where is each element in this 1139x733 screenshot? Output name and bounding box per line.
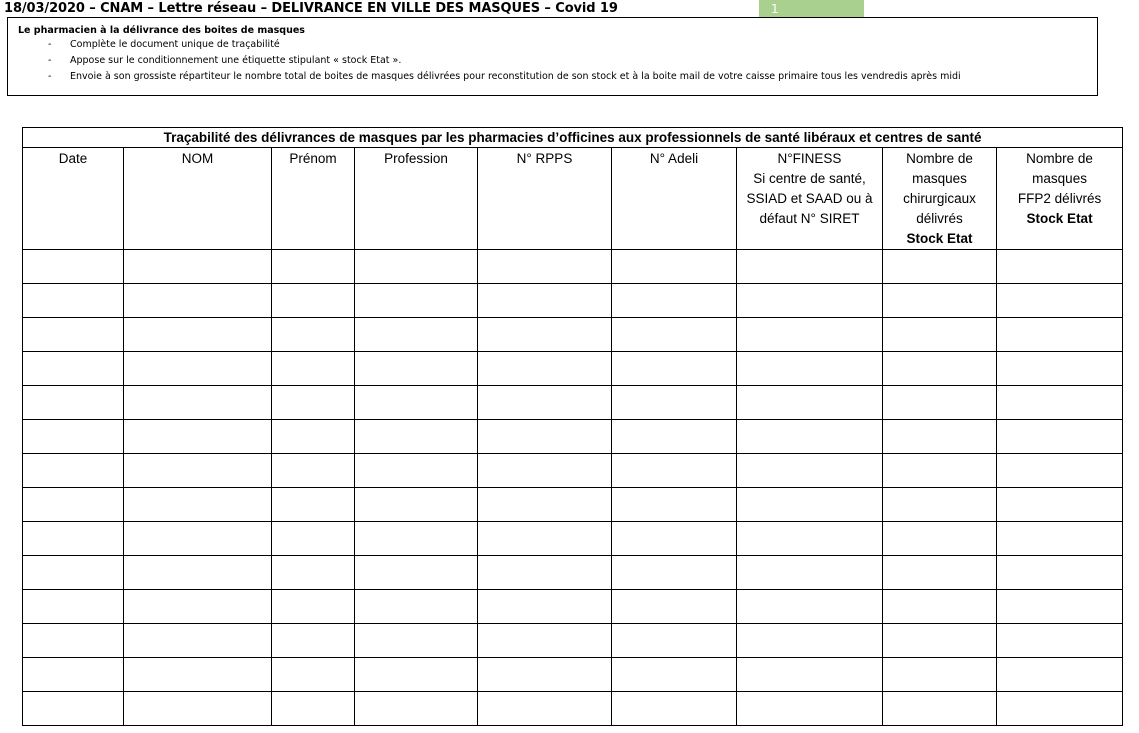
table-cell-rpps[interactable] (478, 454, 612, 488)
table-cell-finess[interactable] (737, 590, 883, 624)
table-cell-finess[interactable] (737, 522, 883, 556)
table-cell-profession[interactable] (355, 488, 478, 522)
table-cell-adeli[interactable] (612, 284, 737, 318)
table-row (23, 454, 1123, 488)
table-cell-finess[interactable] (737, 556, 883, 590)
table-cell-ffp2[interactable] (997, 692, 1123, 726)
table-cell-nom[interactable] (124, 658, 272, 692)
ffp2-stock-etat: Stock Etat (1026, 211, 1093, 226)
table-cell-ffp2[interactable] (997, 318, 1123, 352)
table-cell-chirurgicaux[interactable] (883, 590, 997, 624)
table-cell-nom[interactable] (124, 318, 272, 352)
finess-header-line: SSIAD et SAAD ou à (746, 191, 873, 206)
table-cell-ffp2[interactable] (997, 488, 1123, 522)
chirurgicaux-header-line: masques (912, 171, 967, 186)
table-cell-profession[interactable] (355, 556, 478, 590)
table-cell-finess[interactable] (737, 488, 883, 522)
table-cell-nom[interactable] (124, 522, 272, 556)
table-cell-nom[interactable] (124, 352, 272, 386)
table-cell-chirurgicaux[interactable] (883, 658, 997, 692)
chirurgicaux-header-line: délivrés (916, 211, 963, 226)
table-cell-date[interactable] (23, 250, 124, 284)
table-cell-ffp2[interactable] (997, 386, 1123, 420)
traceability-table (22, 127, 1123, 726)
table-cell-ffp2[interactable] (997, 352, 1123, 386)
table-cell-chirurgicaux[interactable] (883, 318, 997, 352)
bullet-dash: - (48, 71, 52, 82)
table-cell-nom[interactable] (124, 250, 272, 284)
bullet-dash: - (48, 55, 52, 66)
table-cell-chirurgicaux[interactable] (883, 250, 997, 284)
table-cell-ffp2[interactable] (997, 590, 1123, 624)
ffp2-header-line: masques (1032, 171, 1087, 186)
table-cell-finess[interactable] (737, 420, 883, 454)
table-cell-nom[interactable] (124, 556, 272, 590)
table-cell-finess[interactable] (737, 318, 883, 352)
table-cell-rpps[interactable] (478, 522, 612, 556)
table-cell-adeli[interactable] (612, 250, 737, 284)
table-row (23, 658, 1123, 692)
table-row (23, 488, 1123, 522)
table-cell-ffp2[interactable] (997, 420, 1123, 454)
table-row (23, 624, 1123, 658)
table-cell-chirurgicaux[interactable] (883, 386, 997, 420)
column-header-finess (737, 148, 883, 250)
table-row (23, 386, 1123, 420)
table-row (23, 522, 1123, 556)
table-cell-date[interactable] (23, 692, 124, 726)
instruction-text: Appose sur le conditionnement une étiquette stipulant « stock Etat ». (70, 55, 402, 66)
table-cell-adeli[interactable] (612, 454, 737, 488)
table-cell-rpps[interactable] (478, 386, 612, 420)
ffp2-header-line: Nombre de (1026, 151, 1093, 166)
table-cell-ffp2[interactable] (997, 250, 1123, 284)
table-cell-nom[interactable] (124, 692, 272, 726)
table-cell-profession[interactable] (355, 454, 478, 488)
table-cell-adeli[interactable] (612, 488, 737, 522)
table-cell-date[interactable] (23, 488, 124, 522)
instruction-text: Envoie à son grossiste répartiteur le nombre total de boites de masques délivrées pour reconstitution de son stock et à la boite mail de votre caisse primaire tous les vendredis après midi (70, 71, 961, 82)
table-cell-finess[interactable] (737, 624, 883, 658)
table-cell-prenom[interactable] (272, 522, 355, 556)
table-cell-finess[interactable] (737, 454, 883, 488)
column-header-rpps: N° RPPS (478, 148, 612, 250)
table-cell-profession[interactable] (355, 318, 478, 352)
table-cell-prenom[interactable] (272, 284, 355, 318)
table-cell-date[interactable] (23, 624, 124, 658)
column-header-row (23, 148, 1123, 250)
table-row (23, 590, 1123, 624)
table-cell-ffp2[interactable] (997, 624, 1123, 658)
column-header-profession: Profession (355, 148, 478, 250)
table-cell-adeli[interactable] (612, 386, 737, 420)
table-cell-chirurgicaux[interactable] (883, 454, 997, 488)
table-row (23, 692, 1123, 726)
chirurgicaux-header-line: chirurgicaux (903, 191, 976, 206)
table-cell-date[interactable] (23, 352, 124, 386)
table-cell-profession[interactable] (355, 658, 478, 692)
table-cell-adeli[interactable] (612, 624, 737, 658)
table-cell-finess[interactable] (737, 284, 883, 318)
column-header-prenom: Prénom (272, 148, 355, 250)
table-cell-rpps[interactable] (478, 284, 612, 318)
table-cell-nom[interactable] (124, 454, 272, 488)
table-row (23, 284, 1123, 318)
table-cell-prenom[interactable] (272, 352, 355, 386)
table-cell-date[interactable] (23, 386, 124, 420)
table-cell-date[interactable] (23, 284, 124, 318)
table-cell-prenom[interactable] (272, 250, 355, 284)
table-cell-date[interactable] (23, 658, 124, 692)
table-cell-rpps[interactable] (478, 624, 612, 658)
table-cell-rpps[interactable] (478, 658, 612, 692)
table-cell-chirurgicaux[interactable] (883, 556, 997, 590)
table-cell-ffp2[interactable] (997, 284, 1123, 318)
finess-header-line: défaut N° SIRET (759, 211, 860, 226)
table-cell-rpps[interactable] (478, 420, 612, 454)
table-title: Traçabilité des délivrances de masques par les pharmacies d’officines aux professionnels de santé libéraux et centres de santé (23, 128, 1123, 148)
table-cell-ffp2[interactable] (997, 556, 1123, 590)
table-cell-ffp2[interactable] (997, 658, 1123, 692)
table-cell-adeli[interactable] (612, 556, 737, 590)
table-cell-nom[interactable] (124, 488, 272, 522)
table-cell-prenom[interactable] (272, 624, 355, 658)
table-cell-chirurgicaux[interactable] (883, 692, 997, 726)
table-cell-nom[interactable] (124, 624, 272, 658)
chirurgicaux-stock-etat: Stock Etat (906, 231, 973, 246)
table-cell-rpps[interactable] (478, 352, 612, 386)
table-cell-nom[interactable] (124, 284, 272, 318)
table-cell-rpps[interactable] (478, 250, 612, 284)
instruction-item (18, 39, 1087, 50)
table-cell-finess[interactable] (737, 658, 883, 692)
instruction-item (18, 55, 1087, 66)
table-cell-adeli[interactable] (612, 590, 737, 624)
table-cell-date[interactable] (23, 556, 124, 590)
table-cell-profession[interactable] (355, 692, 478, 726)
table-cell-chirurgicaux[interactable] (883, 624, 997, 658)
table-cell-date[interactable] (23, 522, 124, 556)
table-cell-profession[interactable] (355, 386, 478, 420)
table-cell-date[interactable] (23, 420, 124, 454)
table-cell-prenom[interactable] (272, 556, 355, 590)
page-number-badge: 1 (759, 0, 864, 18)
table-cell-prenom[interactable] (272, 386, 355, 420)
table-cell-chirurgicaux[interactable] (883, 284, 997, 318)
table-cell-prenom[interactable] (272, 488, 355, 522)
table-cell-profession[interactable] (355, 420, 478, 454)
finess-header-line: Si centre de santé, (753, 171, 866, 186)
table-row (23, 352, 1123, 386)
column-header-chirurgicaux (883, 148, 997, 250)
column-header-adeli: N° Adeli (612, 148, 737, 250)
instructions-list (18, 39, 1087, 82)
table-cell-rpps[interactable] (478, 590, 612, 624)
table-cell-ffp2[interactable] (997, 522, 1123, 556)
table-cell-date[interactable] (23, 590, 124, 624)
table-cell-adeli[interactable] (612, 658, 737, 692)
table-cell-profession[interactable] (355, 284, 478, 318)
table-cell-rpps[interactable] (478, 692, 612, 726)
instruction-item (18, 71, 1087, 82)
table-cell-chirurgicaux[interactable] (883, 352, 997, 386)
table-cell-prenom[interactable] (272, 454, 355, 488)
table-cell-finess[interactable] (737, 386, 883, 420)
table-cell-prenom[interactable] (272, 420, 355, 454)
chirurgicaux-header-line: Nombre de (906, 151, 973, 166)
column-header-date: Date (23, 148, 124, 250)
table-cell-profession[interactable] (355, 250, 478, 284)
ffp2-header-line: FFP2 délivrés (1017, 191, 1102, 206)
instructions-heading: Le pharmacien à la délivrance des boites de masques (18, 25, 305, 36)
table-cell-nom[interactable] (124, 420, 272, 454)
table-cell-nom[interactable] (124, 590, 272, 624)
instructions-box (7, 17, 1098, 96)
table-cell-finess[interactable] (737, 352, 883, 386)
table-cell-prenom[interactable] (272, 658, 355, 692)
table-cell-rpps[interactable] (478, 556, 612, 590)
column-header-ffp2 (997, 148, 1123, 250)
table-cell-prenom[interactable] (272, 590, 355, 624)
table-cell-nom[interactable] (124, 386, 272, 420)
table-cell-adeli[interactable] (612, 692, 737, 726)
table-cell-prenom[interactable] (272, 318, 355, 352)
table-row (23, 420, 1123, 454)
table-cell-prenom[interactable] (272, 692, 355, 726)
table-cell-profession[interactable] (355, 590, 478, 624)
table-cell-rpps[interactable] (478, 488, 612, 522)
table-cell-finess[interactable] (737, 250, 883, 284)
table-cell-ffp2[interactable] (997, 454, 1123, 488)
table-cell-adeli[interactable] (612, 318, 737, 352)
table-row (23, 556, 1123, 590)
table-cell-chirurgicaux[interactable] (883, 488, 997, 522)
instruction-text: Complète le document unique de traçabilité (70, 39, 280, 50)
table-row (23, 318, 1123, 352)
table-cell-rpps[interactable] (478, 318, 612, 352)
finess-header-line: N°FINESS (777, 151, 842, 166)
table-cell-adeli[interactable] (612, 522, 737, 556)
table-cell-date[interactable] (23, 318, 124, 352)
table-row (23, 250, 1123, 284)
column-header-nom: NOM (124, 148, 272, 250)
table-cell-adeli[interactable] (612, 352, 737, 386)
bullet-dash: - (48, 39, 52, 50)
table-cell-adeli[interactable] (612, 420, 737, 454)
table-cell-chirurgicaux[interactable] (883, 522, 997, 556)
table-cell-chirurgicaux[interactable] (883, 420, 997, 454)
table-cell-profession[interactable] (355, 352, 478, 386)
table-body (23, 250, 1123, 726)
table-cell-profession[interactable] (355, 522, 478, 556)
table-cell-finess[interactable] (737, 692, 883, 726)
table-cell-date[interactable] (23, 454, 124, 488)
document-title: 18/03/2020 – CNAM – Lettre réseau – DELIVRANCE EN VILLE DES MASQUES – Covid 19 (4, 1, 618, 16)
table-cell-profession[interactable] (355, 624, 478, 658)
